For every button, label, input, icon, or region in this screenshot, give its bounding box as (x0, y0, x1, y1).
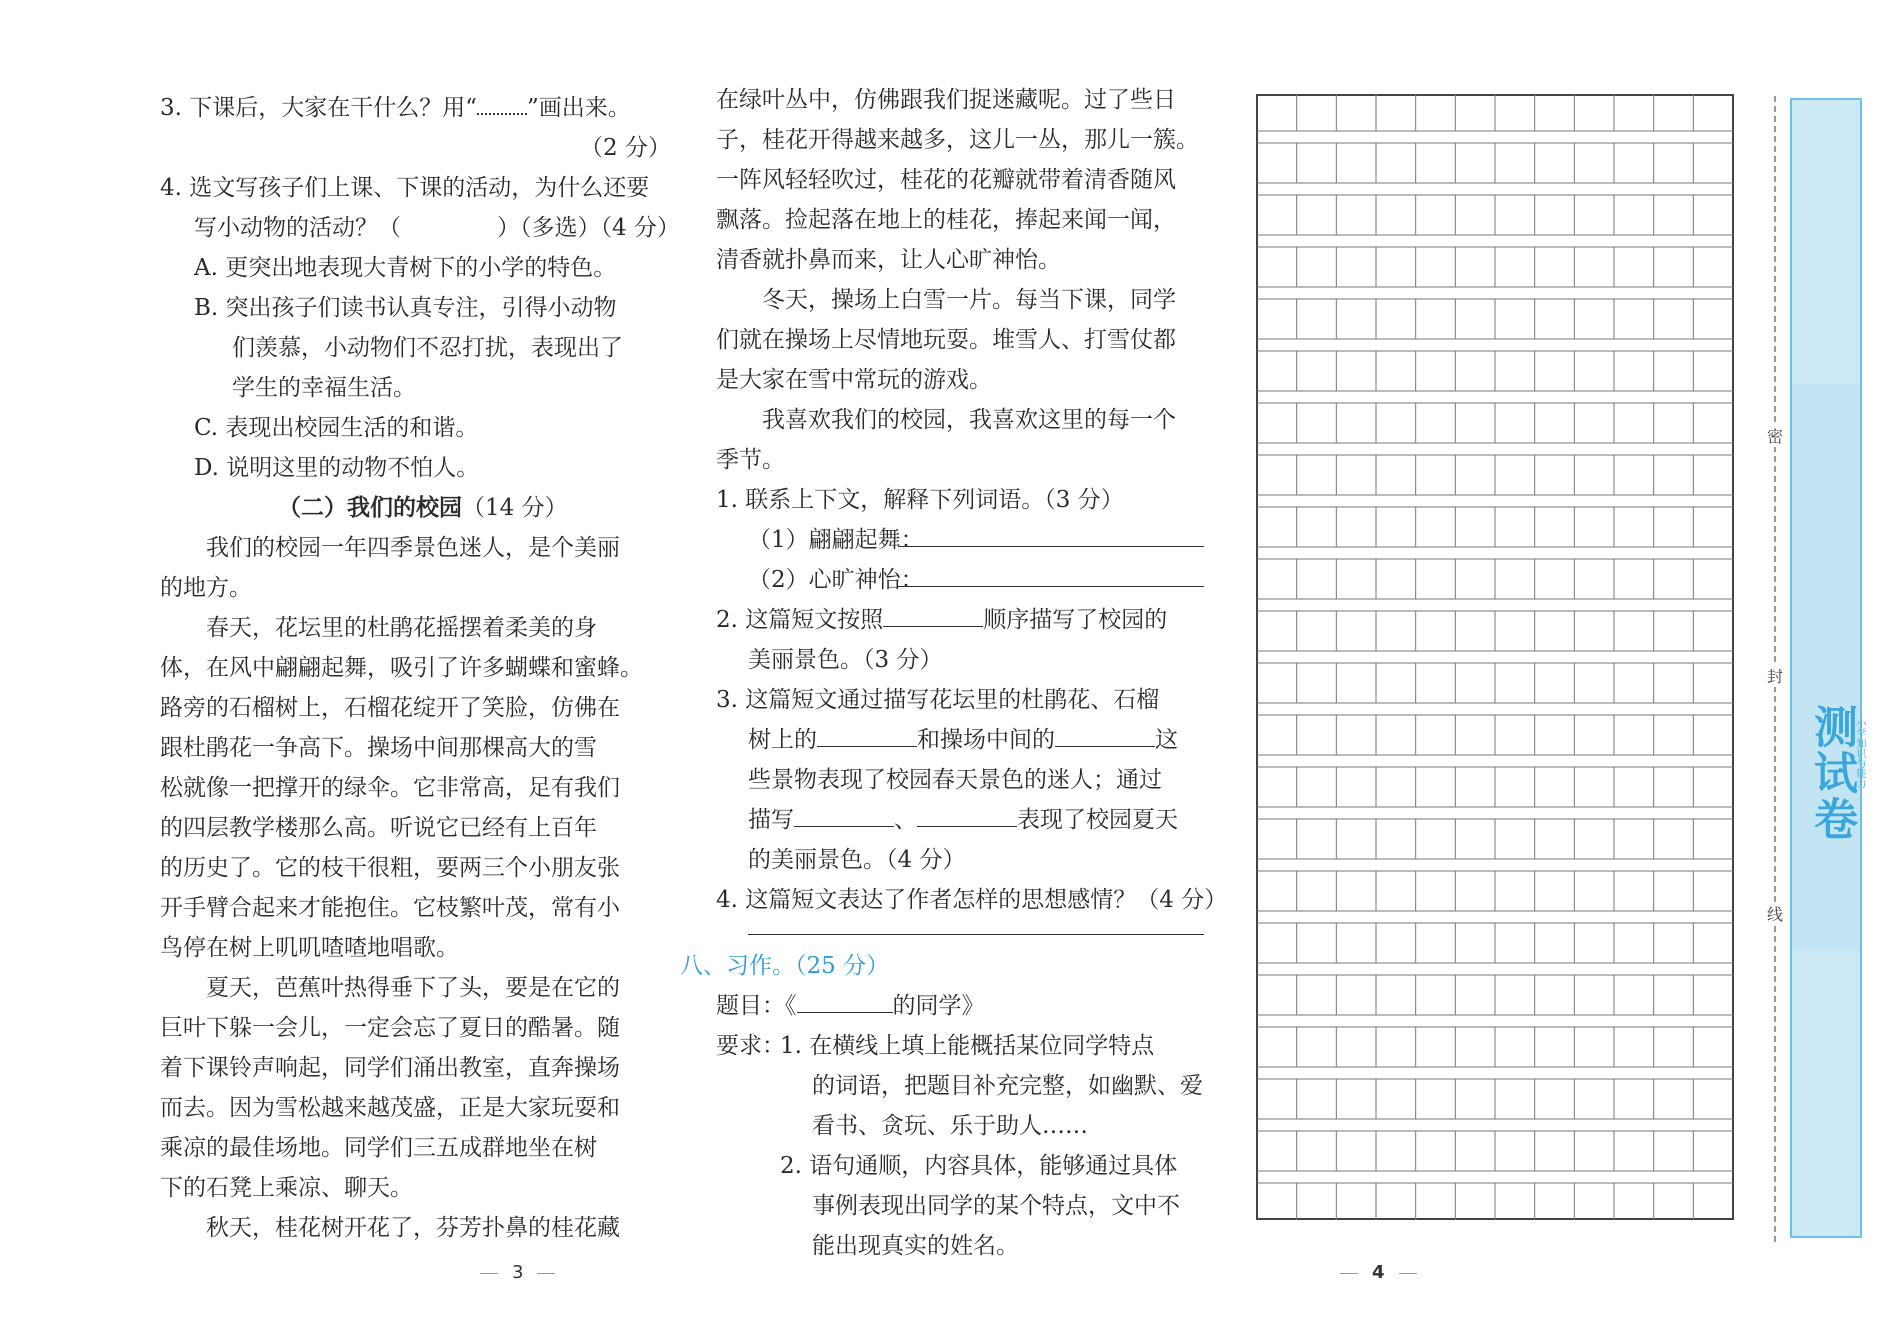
q2-end: 顺序描写了校园的 (983, 607, 1168, 633)
requirement-label: 要求： (716, 1033, 785, 1059)
paragraph-2-line: 松就像一把撑开的绿伞。它非常高，足有我们 (160, 775, 620, 801)
section-2-title: （二）我们的校园 (278, 494, 462, 521)
side-tab (1790, 98, 1865, 1238)
q3-b1: 树上的 (748, 727, 817, 753)
question-4-line2 (194, 208, 680, 248)
mid-question-4: 4. 这篇短文表达了作者怎样的思想感情？（4 分） (716, 887, 1228, 913)
tab-band (1792, 384, 1860, 950)
option-c: C. 表现出校园生活的和谐。 (194, 415, 479, 441)
mid-question-1a: （1）翩翩起舞： (748, 527, 924, 553)
mid-question-2b: 美丽景色。（3 分） (748, 647, 943, 673)
requirement-2-line: 事例表现出同学的某个特点，文中不 (812, 1193, 1180, 1219)
paragraph-2-line: 的四层教学楼那么高。听说它已经有上百年 (160, 815, 597, 841)
essay-topic (716, 986, 985, 1026)
paragraph-3-line: 下的石凳上乘凉、聊天。 (160, 1175, 413, 1201)
option-a: A. 更突出地表现大青树下的小学的特色。 (194, 255, 617, 281)
question-4-end: ）（多选）（4 分） (497, 215, 680, 241)
answer-line-1b[interactable] (898, 586, 1204, 587)
option-b-line1: B. 突出孩子们读书认真专注，引得小动物 (194, 295, 617, 321)
mid-question-3: 3. 这篇短文通过描写花坛里的杜鹃花、石榴 (716, 687, 1160, 713)
mid-question-1b: （2）心旷神怡： (748, 567, 924, 593)
mid-question-3c: 些景物表现了校园春天景色的迷人；通过 (748, 767, 1162, 793)
requirement-1-line: 的词语，把题目补充完整，如幽默、爱 (812, 1073, 1203, 1099)
paragraph-4-cont-line: 一阵风轻轻吹过，桂花的花瓣就带着清香随风 (716, 167, 1176, 193)
page-number-left (466, 1262, 569, 1283)
page-left-value: 3 (512, 1262, 524, 1283)
writing-grid[interactable] (1256, 94, 1734, 1220)
paragraph-3-line: 着下课铃声响起，同学们涌出教室，直奔操场 (160, 1055, 620, 1081)
q3-d2: 、 (894, 807, 917, 833)
answer-blank-q3-3[interactable] (794, 800, 894, 827)
question-3-score: （2 分） (580, 135, 671, 161)
section-2-score: （14 分） (462, 495, 568, 521)
mid-question-3d (748, 800, 1178, 840)
paragraph-4-cont-line: 飘落。捡起落在地上的桂花，捧起来闻一闻， (716, 207, 1176, 233)
binding-label-line: 线 (1766, 902, 1784, 925)
option-b-line3: 学生的幸福生活。 (232, 375, 416, 401)
q2-text: 2. 这篇短文按照 (716, 607, 884, 633)
section-8-heading: 八、习作。（25 分） (680, 953, 890, 979)
question-4-line1: 4. 选文写孩子们上课、下课的活动，为什么还要 (160, 175, 650, 201)
topic-end: 的同学》 (892, 993, 985, 1019)
paragraph-2-line: 路旁的石榴树上，石榴花绽开了笑脸，仿佛在 (160, 695, 620, 721)
paragraph-5-line: 是大家在雪中常玩的游戏。 (716, 367, 992, 393)
question-3-text: 3. 下课后，大家在干什么？用“ (160, 95, 478, 121)
answer-line-q4[interactable] (748, 934, 1204, 935)
q3-b3: 这 (1155, 727, 1178, 753)
answer-blank-q3-1[interactable] (817, 720, 917, 747)
answer-blank-q2[interactable] (883, 600, 983, 627)
q3-b2: 和操场中间的 (917, 727, 1055, 753)
paragraph-1-line: 的地方。 (160, 575, 252, 601)
tab-subtitle: 小学知识与能力 (1854, 718, 1865, 788)
question-3-end: ”画出来。 (527, 95, 631, 121)
paragraph-6-line: 我喜欢我们的校园，我喜欢这里的每一个 (762, 407, 1176, 433)
paragraph-4-line: 秋天，桂花树开花了，芬芳扑鼻的桂花藏 (206, 1215, 620, 1241)
paragraph-5-line: 冬天，操场上白雪一片。每当下课，同学 (762, 287, 1176, 313)
requirement-2-line: 能出现真实的姓名。 (812, 1233, 1019, 1259)
q3-d1: 描写 (748, 807, 794, 833)
mid-question-1: 1. 联系上下文，解释下列词语。（3 分） (716, 487, 1124, 513)
paragraph-4-cont-line: 在绿叶丛中，仿佛跟我们捉迷藏呢。过了些日 (716, 87, 1176, 113)
section-2-heading (278, 488, 568, 528)
page-number-right (1326, 1262, 1431, 1283)
question-3 (160, 88, 631, 128)
writing-grid-svg (1256, 94, 1734, 1220)
paragraph-3-line: 乘凉的最佳场地。同学们三五成群地坐在树 (160, 1135, 597, 1161)
paragraph-5-line: 们就在操场上尽情地玩耍。堆雪人、打雪仗都 (716, 327, 1176, 353)
binding-label-seal: 密 (1766, 424, 1784, 447)
paragraph-3-line: 巨叶下躲一会儿，一定会忘了夏日的酷暑。随 (160, 1015, 620, 1041)
mid-question-2 (716, 600, 1167, 640)
paragraph-3-line: 而去。因为雪松越来越茂盛，正是大家玩耍和 (160, 1095, 620, 1121)
paragraph-1-line: 我们的校园一年四季景色迷人，是个美丽 (206, 535, 620, 561)
requirement-1-line: 1. 在横线上填上能概括某位同学特点 (780, 1033, 1155, 1059)
paragraph-4-cont-line: 子，桂花开得越来越多，这儿一丛，那儿一簇。 (716, 127, 1199, 153)
paragraph-6-line: 季节。 (716, 447, 785, 473)
paragraph-2-line: 体，在风中翩翩起舞，吸引了许多蝴蝶和蜜蜂。 (160, 655, 643, 681)
requirement-1-line: 看书、贪玩、乐于助人…… (812, 1113, 1088, 1139)
paragraph-2-line: 春天，花坛里的杜鹃花摇摆着柔美的身 (206, 615, 597, 641)
binding-label-sealed: 封 (1766, 664, 1784, 687)
option-d: D. 说明这里的动物不怕人。 (194, 455, 480, 481)
page-right-value: 4 (1372, 1262, 1385, 1283)
answer-blank-topic[interactable] (797, 986, 893, 1013)
answer-blank-q3-2[interactable] (1055, 720, 1155, 747)
wavy-line-mark (477, 89, 527, 115)
tab-title: 测试卷 (1806, 704, 1857, 842)
paragraph-2-line: 跟杜鹃花一争高下。操场中间那棵高大的雪 (160, 735, 597, 761)
paragraph-4-cont-line: 清香就扑鼻而来，让人心旷神怡。 (716, 247, 1061, 273)
mid-question-3b (748, 720, 1178, 760)
answer-line-1a[interactable] (898, 546, 1204, 547)
paragraph-2-line: 的历史了。它的枝干很粗，要两三个小朋友张 (160, 855, 620, 881)
paragraph-2-line: 鸟停在树上叽叽喳喳地唱歌。 (160, 935, 459, 961)
q3-d3: 表现了校园夏天 (1017, 807, 1178, 833)
answer-blank-q3-4[interactable] (917, 800, 1017, 827)
option-b-line2: 们羡慕，小动物们不忍打扰，表现出了 (232, 335, 623, 361)
topic-start: 题目：《 (716, 993, 797, 1019)
requirement-2-line: 2. 语句通顺，内容具体，能够通过具体 (780, 1153, 1178, 1179)
paragraph-3-line: 夏天，芭蕉叶热得垂下了头，要是在它的 (206, 975, 620, 1001)
question-4-text: 写小动物的活动？（ (194, 215, 401, 241)
mid-question-3e: 的美丽景色。（4 分） (748, 847, 966, 873)
paragraph-2-line: 开手臂合起来才能抱住。它枝繁叶茂，常有小 (160, 895, 620, 921)
